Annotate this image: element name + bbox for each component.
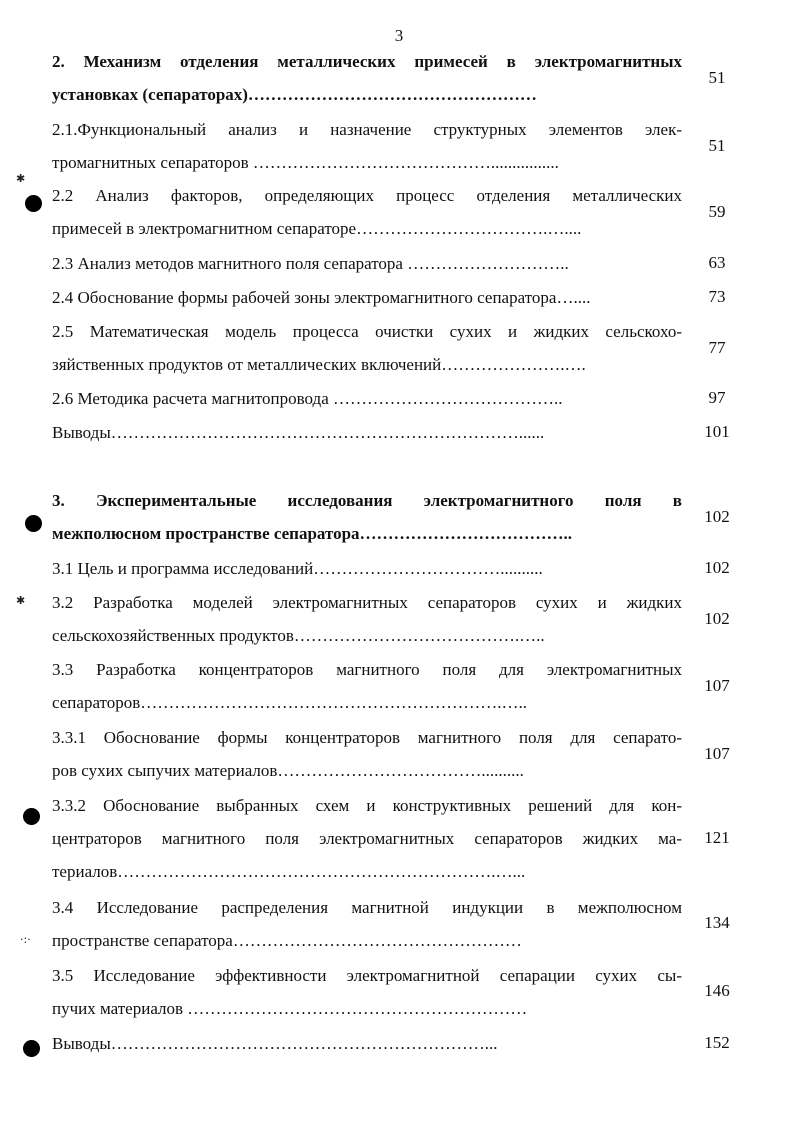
toc-entry-line: 2.5 Математическая модель процесса очистки сухих и жидких сельскохо-	[52, 322, 682, 341]
scan-speck-mark: ✱	[16, 172, 26, 185]
toc-entry-line: 3.3.1 Обоснование формы концентраторов магнитного поля для сепарато-	[52, 728, 682, 747]
page-number: 3	[394, 26, 404, 45]
toc-entry-line: пространстве сепаратора……………………………………………	[52, 931, 522, 950]
toc-entry-page: 59	[708, 202, 726, 221]
toc-entry-page: 102	[704, 609, 730, 628]
toc-entry-line: 2.3 Анализ методов магнитного поля сепаратора ………………………..	[52, 254, 569, 273]
toc-entry-title	[52, 891, 682, 957]
toc-entry-page: 102	[704, 558, 730, 577]
toc-entry-line: сепараторов……………………………………………………….…..	[52, 693, 528, 712]
toc-entry-page: 97	[708, 388, 726, 407]
toc-entry-page: 107	[704, 676, 730, 695]
toc-entry-page: 121	[704, 828, 730, 847]
toc-entry-line: териалов………………………………………………………….…...	[52, 862, 526, 881]
toc-entry-line: пучих материалов ……………………………………………………	[52, 999, 528, 1018]
toc-entry-title	[52, 113, 682, 179]
toc-entry-page: 51	[708, 68, 726, 87]
toc-entry-title	[52, 586, 682, 652]
toc-entry-line: 2. Механизм отделения металлических примесей в электромагнитных	[52, 52, 682, 71]
toc-entry-title	[52, 247, 682, 280]
toc-entry-line: межполюсном пространстве сепаратора………………………………..	[52, 524, 573, 543]
toc-entry-title	[52, 1027, 682, 1060]
toc-entry-line: примесей в электромагнитном сепараторе…………………………….…....	[52, 219, 582, 238]
toc-entry-line: 3. Экспериментальные исследования электромагнитного поля в	[52, 491, 682, 510]
punch-hole-mark	[23, 1040, 40, 1057]
toc-entry-title	[52, 45, 682, 111]
toc-entry-page: 63	[708, 253, 726, 272]
scan-speck-mark: ✱	[16, 594, 26, 607]
toc-entry-line: 3.3 Разработка концентраторов магнитного поля для электромагнитных	[52, 660, 682, 679]
toc-entry-line: 3.3.2 Обоснование выбранных схем и конструктивных решений для кон-	[52, 796, 682, 815]
toc-entry-title	[52, 721, 682, 787]
toc-entry-page: 77	[708, 338, 726, 357]
toc-entry-page: 152	[704, 1033, 730, 1052]
punch-hole-mark	[23, 808, 40, 825]
toc-entry-line: сельскохозяйственных продуктов………………………………….…..	[52, 626, 545, 645]
toc-entry-page: 102	[704, 507, 730, 526]
toc-entry-line: 3.5 Исследование эффективности электромагнитной сепарации сухих сы-	[52, 966, 682, 985]
scan-speck-mark: ·:·	[20, 933, 31, 946]
toc-entry-title	[52, 552, 682, 585]
toc-entry-line: центраторов магнитного поля электромагнитных сепараторов жидких ма-	[52, 829, 682, 848]
toc-entry-line: ров сухих сыпучих материалов………………………………..........	[52, 761, 524, 780]
toc-entry-title	[52, 315, 682, 381]
toc-entry-page: 73	[708, 287, 726, 306]
toc-entry-line: 3.4 Исследование распределения магнитной индукции в межполюсном	[52, 898, 682, 917]
toc-entry-line: 2.2 Анализ факторов, определяющих процесс отделения металлических	[52, 186, 682, 205]
toc-entry-line: 3.1 Цель и программа исследований……………………………..........	[52, 559, 543, 578]
toc-entry-line: 2.1.Функциональный анализ и назначение структурных элементов элек-	[52, 120, 682, 139]
toc-entry-title	[52, 416, 682, 449]
toc-entry-title	[52, 484, 682, 550]
toc-entry-line: 2.4 Обоснование формы рабочей зоны электромагнитного сепаратора…....	[52, 288, 591, 307]
punch-hole-mark	[25, 195, 42, 212]
toc-entry-line: зяйственных продуктов от металлических включений………………….….	[52, 355, 586, 374]
toc-entry-line: 2.6 Методика расчета магнитопровода …………………………………..	[52, 389, 563, 408]
toc-entry-title	[52, 179, 682, 245]
toc-entry-line: тромагнитных сепараторов ……………………………………................	[52, 153, 559, 172]
toc-entry-page: 107	[704, 744, 730, 763]
toc-entry-title	[52, 789, 682, 888]
punch-hole-mark	[25, 515, 42, 532]
toc-entry-page: 51	[708, 136, 726, 155]
toc-entry-line: установках (сепараторах)……………………………………………	[52, 85, 537, 104]
toc-entry-line: Выводы………………………………………………………………......	[52, 423, 545, 442]
toc-entry-title	[52, 281, 682, 314]
toc-entry-line: Выводы…………………………………………………………...	[52, 1034, 498, 1053]
toc-entry-line: 3.2 Разработка моделей электромагнитных сепараторов сухих и жидких	[52, 593, 682, 612]
toc-entry-page: 101	[704, 422, 730, 441]
toc-entry-title	[52, 382, 682, 415]
toc-entry-title	[52, 653, 682, 719]
toc-entry-page: 146	[704, 981, 730, 1000]
toc-entry-page: 134	[704, 913, 730, 932]
toc-entry-title	[52, 959, 682, 1025]
